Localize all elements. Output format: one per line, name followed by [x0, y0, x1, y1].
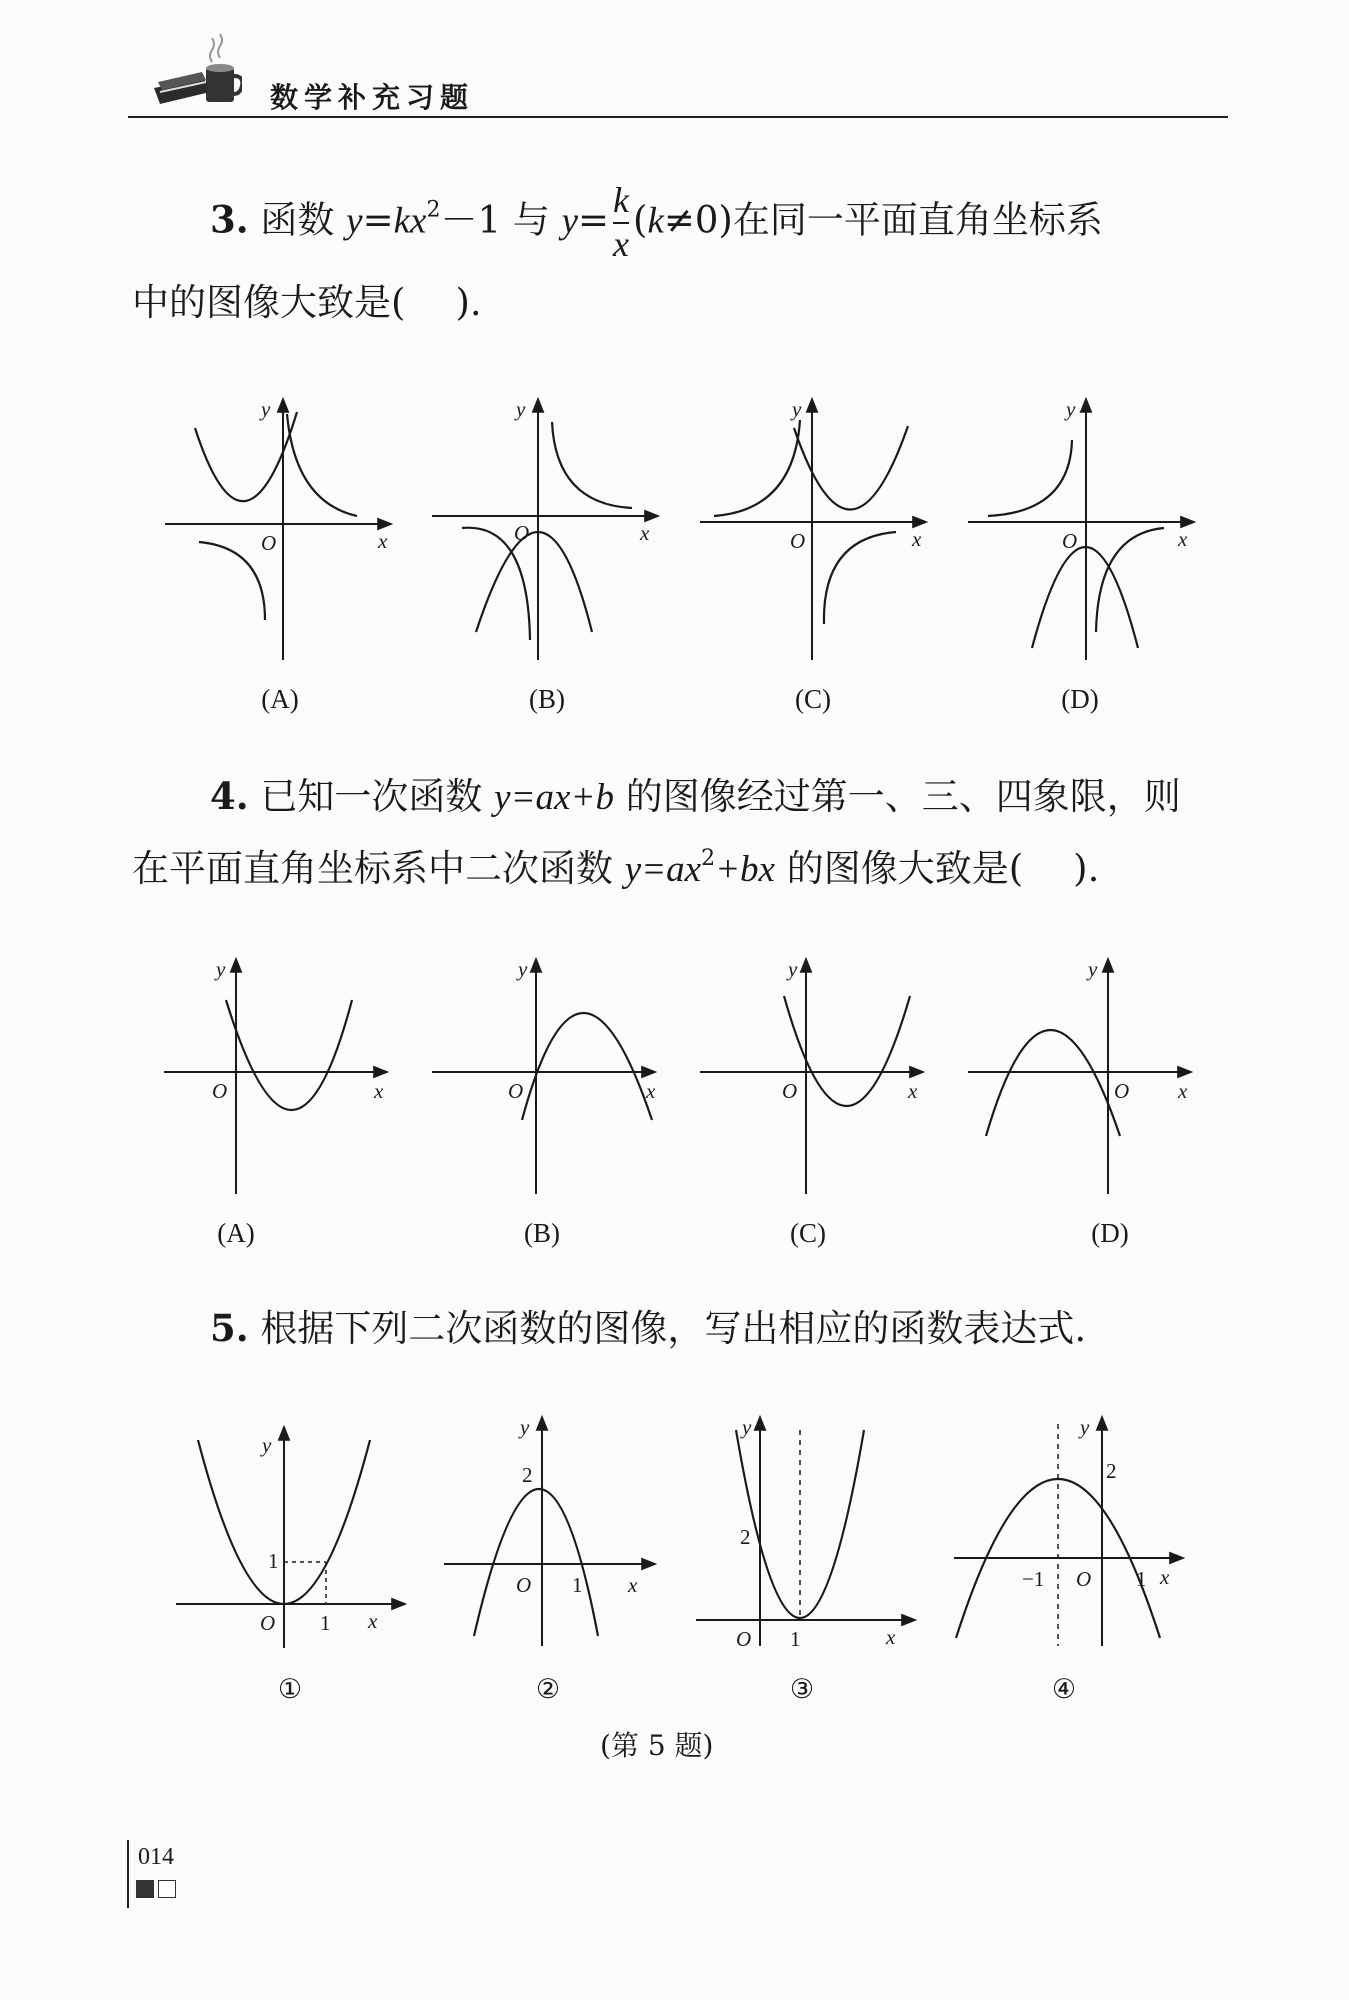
tick-label: 2: [522, 1463, 533, 1487]
q5-option-3: ③: [789, 1674, 815, 1704]
q4-option-a: (A): [217, 1218, 255, 1248]
x-axis-label: x: [374, 1079, 384, 1103]
q3-option-d: (D): [1061, 684, 1099, 714]
q3-option-a: (A): [261, 684, 299, 714]
y-axis-label: y: [1066, 397, 1076, 421]
q5-option-4: ④: [1051, 1674, 1077, 1704]
y-axis-label: y: [261, 397, 271, 421]
empty-square-icon: [158, 1880, 176, 1898]
x-axis-label: x: [908, 1079, 918, 1103]
tick-label: 1: [1136, 1567, 1147, 1591]
y-axis-label: y: [262, 1433, 272, 1457]
tick-label: 1: [572, 1573, 583, 1597]
question-4-line-2: [132, 848, 1099, 888]
question-4-line-1: [210, 774, 1181, 818]
header-rule: [128, 116, 1228, 118]
question-number: 5.: [210, 1306, 249, 1350]
y-axis-label: y: [1080, 1415, 1090, 1439]
q5-graph-2: [440, 1410, 660, 1650]
q5-text: 根据下列二次函数的图像，写出相应的函数表达式.: [260, 1307, 1087, 1350]
q3-expr-minus-one: －1: [440, 198, 502, 242]
q3-fraction: [613, 182, 629, 264]
x-axis-label: x: [1160, 1565, 1170, 1589]
origin-label: O: [1114, 1079, 1130, 1103]
q4-text-1: 已知一次函数: [260, 775, 483, 818]
origin-label: O: [736, 1627, 752, 1651]
q4-line-2-b: 的图像大致是(: [786, 847, 1024, 890]
q5-graph-1: [172, 1420, 412, 1650]
y-axis-label: y: [1088, 957, 1098, 981]
q5-graph-3: [692, 1410, 922, 1650]
figure-caption: (第 5 题): [600, 1729, 714, 1762]
q4-expr-2-b: +bx: [715, 849, 775, 890]
y-axis-label: y: [520, 1415, 530, 1439]
q4-expr-2-sup: 2: [701, 846, 716, 871]
q4-graph-a: [160, 952, 390, 1200]
q4-text-2: 的图像经过第一、三、四象限，则: [625, 775, 1181, 818]
q4-line-2-a: 在平面直角坐标系中二次函数: [132, 847, 613, 890]
fraction-numerator: k: [613, 180, 629, 220]
q3-text-1: 函数: [260, 198, 335, 242]
origin-label: O: [782, 1079, 798, 1103]
tick-label: 1: [790, 1627, 801, 1651]
question-number: 4.: [210, 774, 249, 818]
x-axis-label: x: [640, 521, 650, 545]
filled-square-icon: [136, 1880, 154, 1898]
x-axis-label: x: [886, 1625, 896, 1649]
q3-option-c: (C): [795, 684, 831, 714]
origin-label: O: [514, 521, 530, 545]
tick-label: 1: [320, 1611, 331, 1635]
origin-label: O: [508, 1079, 524, 1103]
tick-label: −1: [1022, 1567, 1045, 1591]
question-3-line-2: [132, 281, 482, 324]
q3-expr-eq: =: [362, 198, 394, 242]
q3-cond-k: k: [647, 200, 664, 242]
q4-graph-d: [964, 952, 1194, 1200]
header-title: 数学补充习题: [270, 81, 475, 114]
q4-graph-b: [428, 952, 658, 1200]
q3-expr-y: y: [346, 200, 363, 242]
origin-label: O: [516, 1573, 532, 1597]
origin-label: O: [790, 529, 806, 553]
origin-label: O: [212, 1079, 228, 1103]
q4-option-d: (D): [1091, 1218, 1129, 1248]
q3-text-3: 在同一平面直角坐标系: [732, 198, 1103, 242]
y-axis-label: y: [788, 957, 798, 981]
y-axis-label: y: [216, 957, 226, 981]
header-book-cup-logo: [150, 32, 242, 118]
q5-option-2: ②: [535, 1674, 561, 1704]
x-axis-label: x: [1178, 1079, 1188, 1103]
q4-graph-c: [696, 952, 926, 1200]
origin-label: O: [260, 1611, 276, 1635]
question-3-line-1: [210, 182, 1103, 264]
footer-rule: [127, 1840, 129, 1908]
tick-label: 2: [740, 1525, 751, 1549]
book-cup-icon: [150, 32, 242, 114]
q5-graph-4: [950, 1410, 1190, 1650]
x-axis-label: x: [912, 527, 922, 551]
q3-graph-a: [165, 392, 395, 662]
q3-text-2: 与: [512, 198, 550, 242]
x-axis-label: x: [368, 1609, 378, 1633]
y-axis-label: y: [742, 1415, 752, 1439]
tick-label: 1: [268, 1549, 279, 1573]
x-axis-label: x: [1178, 527, 1188, 551]
x-axis-label: x: [628, 1573, 638, 1597]
q4-expr-2-a: y=ax: [624, 849, 702, 890]
tick-label: 2: [1106, 1459, 1117, 1483]
y-axis-label: y: [518, 957, 528, 981]
q3-option-b: (B): [529, 684, 565, 714]
y-axis-label: y: [792, 397, 802, 421]
q3-line-2-end: ).: [455, 281, 482, 324]
x-axis-label: x: [378, 529, 388, 553]
q3-expr-sup: 2: [426, 197, 441, 223]
origin-label: O: [261, 531, 277, 555]
page-number: 014: [138, 1844, 174, 1870]
origin-label: O: [1076, 1567, 1092, 1591]
q3-cond-rest: ≠0): [663, 198, 733, 242]
q4-expr-1: y=ax+b: [494, 777, 614, 818]
q3-graph-b: [432, 392, 662, 662]
q3-expr-kx: kx: [393, 200, 427, 242]
q4-option-c: (C): [790, 1218, 826, 1248]
q3-expr2-y: y: [561, 200, 578, 242]
q3-cond-open: (: [633, 198, 648, 242]
fraction-denominator: x: [613, 223, 629, 264]
q3-line-2: 中的图像大致是(: [132, 281, 406, 324]
q3-graph-c: [700, 392, 930, 662]
question-5-line-1: [210, 1306, 1087, 1350]
q3-graph-d: [968, 392, 1198, 662]
y-axis-label: y: [516, 397, 526, 421]
x-axis-label: x: [646, 1079, 656, 1103]
q4-line-2-end: ).: [1073, 847, 1100, 890]
q3-expr2-eq: =: [578, 198, 610, 242]
origin-label: O: [1062, 529, 1078, 553]
q5-option-1: ①: [277, 1674, 303, 1704]
question-number: 3.: [210, 197, 249, 242]
q4-option-b: (B): [524, 1218, 560, 1248]
